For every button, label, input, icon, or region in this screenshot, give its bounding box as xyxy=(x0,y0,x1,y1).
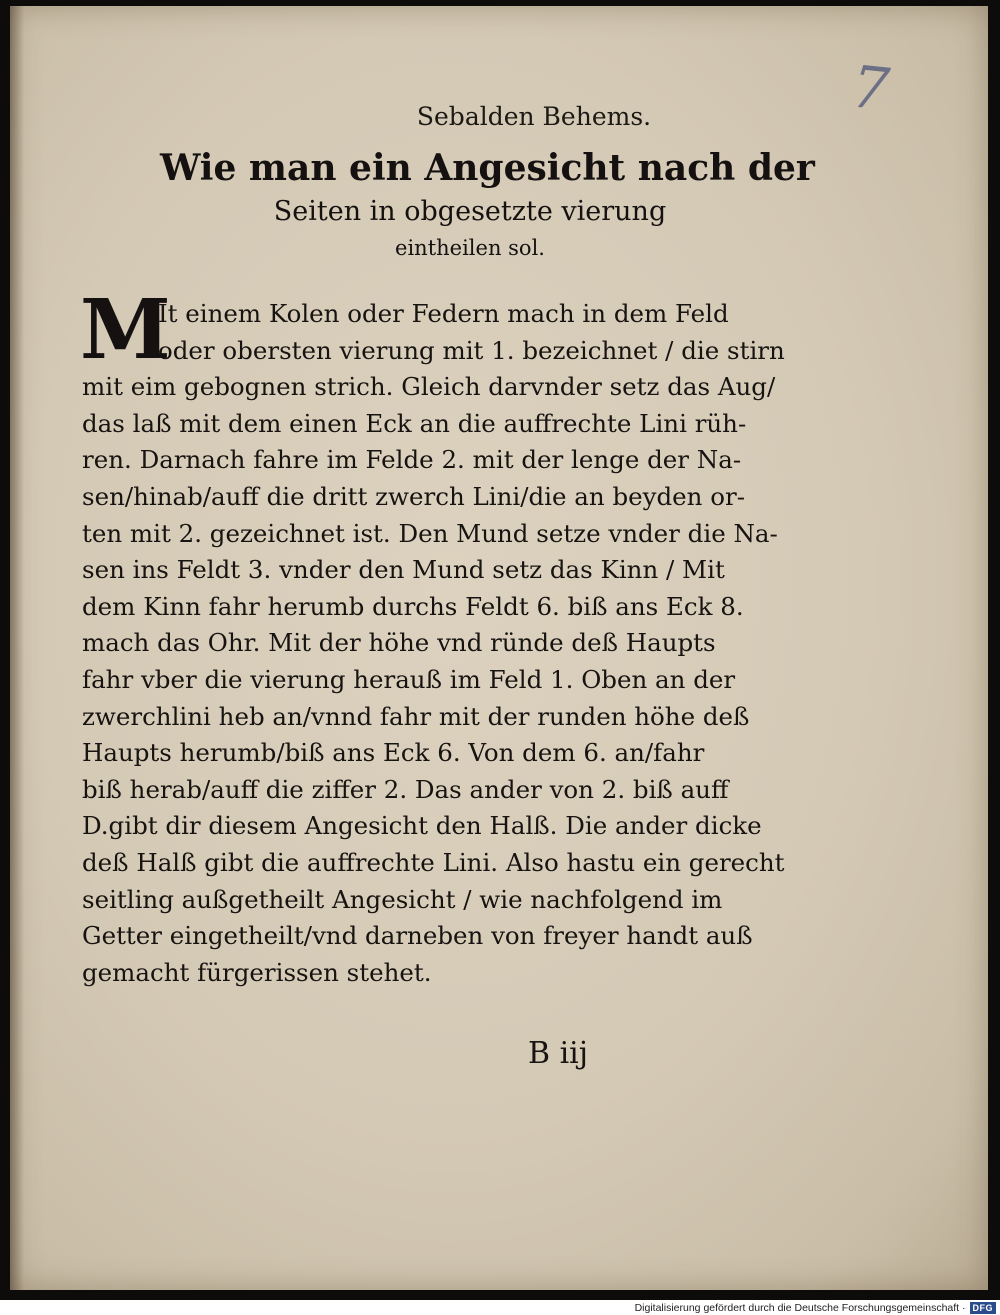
text-line: oder obersten vierung mit 1. bezeichnet / die stirn xyxy=(158,335,785,365)
footer-credit xyxy=(635,1300,996,1315)
text-line: Getter eingetheilt/vnd darneben von freyer handt auß xyxy=(82,921,753,951)
decorated-initial: M xyxy=(80,282,171,378)
footer-text: Digitalisierung gefördert durch die Deutsche Forschungsgemeinschaft · xyxy=(634,1301,966,1314)
text-line: sen/hinab/auff die dritt zwerch Lini/die an beyden or- xyxy=(82,481,745,511)
chapter-title xyxy=(160,144,815,264)
text-line: fahr vber die vierung herauß im Feld 1. Oben an der xyxy=(82,664,736,694)
text-line: It einem Kolen oder Federn mach in dem Feld xyxy=(158,299,729,328)
text-line: mach das Ohr. Mit der höhe vnd ründe deß Haupts xyxy=(82,628,716,658)
text-line: sen ins Feldt 3. vnder den Mund setz das Kinn / Mit xyxy=(82,555,725,585)
book-page xyxy=(10,6,988,1290)
dfg-logo-icon: DFG xyxy=(970,1302,997,1314)
text-line: das laß mit dem einen Eck an die auffrechte Lini rüh- xyxy=(82,408,747,438)
signature-mark: B iij xyxy=(528,1036,589,1071)
text-line: D.gibt dir diesem Angesicht den Halß. Die ander dicke xyxy=(82,811,762,841)
folio-number: 7 xyxy=(848,52,889,124)
title-line-1: Wie man ein Angesicht nach der xyxy=(160,147,815,189)
body-text xyxy=(80,282,792,991)
text-line: zwerchlini heb an/vnnd fahr mit der runden höhe deß xyxy=(82,701,750,731)
text-line: deß Halß gibt die auffrechte Lini. Also hastu ein gerecht xyxy=(82,847,785,877)
title-line-3: eintheilen sol. xyxy=(395,236,545,260)
text-line: dem Kinn fahr herumb durchs Feldt 6. biß ans Eck 8. xyxy=(82,591,744,621)
text-line: Haupts herumb/biß ans Eck 6. Von dem 6. an/fahr xyxy=(82,738,705,768)
text-line: gemacht fürgerissen stehet. xyxy=(82,957,432,987)
text-line: mit eim gebognen strich. Gleich darvnder setz das Aug/ xyxy=(82,372,776,402)
text-line: seitling außgetheilt Angesicht / wie nachfolgend im xyxy=(82,884,723,914)
text-line: biß herab/auff die ziffer 2. Das ander von 2. biß auff xyxy=(82,774,729,804)
text-line: ren. Darnach fahre im Felde 2. mit der lenge der Na- xyxy=(82,445,742,475)
title-line-2: Seiten in obgesetzte vierung xyxy=(273,196,667,227)
text-line: ten mit 2. gezeichnet ist. Den Mund setze vnder die Na- xyxy=(82,518,778,548)
running-head: Sebalden Behems. xyxy=(416,102,652,131)
